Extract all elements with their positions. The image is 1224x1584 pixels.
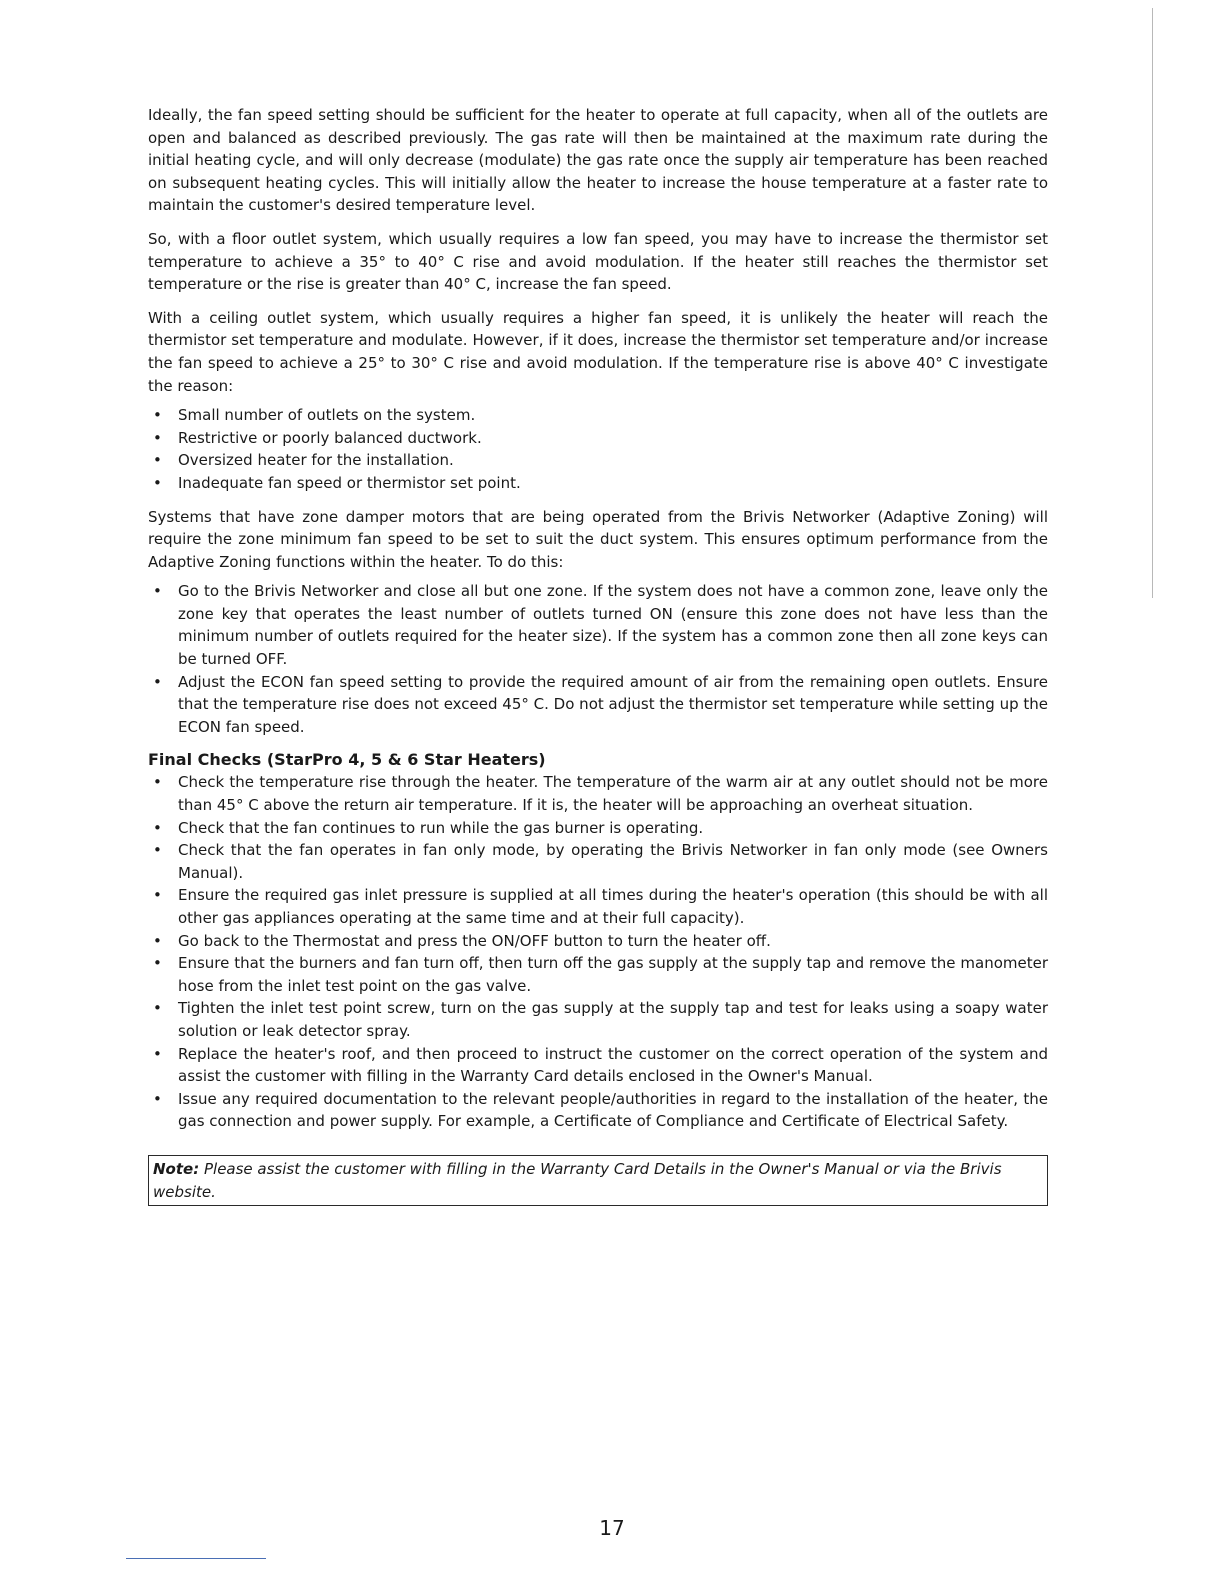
list-item: • Check that the fan operates in fan only mode, by operating the Brivis Networker in fan only mode (see Owners Manual). bbox=[148, 839, 1048, 884]
paragraph-ceiling-outlet: With a ceiling outlet system, which usually requires a higher fan speed, it is unlikely the heater will reach the thermistor set temperature and modulate. However, if it does, increase the thermistor set temperature and/or increase the fan speed to achieve a 25° to 30° C rise and avoid modulation. If the temperature rise is above 40° C investigate the reason: bbox=[148, 308, 1048, 395]
list-item: • Go to the Brivis Networker and close all but one zone. If the system does not have a common zone, leave only the zone key that operates the least number of outlets turned ON (ensure this zone does not have less than the minimum number of outlets required for the heater size). If the system has a common zone then all zone keys can be turned OFF. bbox=[148, 580, 1048, 670]
page-number: 17 bbox=[599, 1516, 625, 1540]
final-checks-list bbox=[148, 771, 1048, 1133]
list-item: • Issue any required documentation to the relevant people/authorities in regard to the installation of the heater, the gas connection and power supply. For example, a Certificate of Compliance and Certificate of Electrical Safety. bbox=[148, 1088, 1048, 1133]
list-item: • Adjust the ECON fan speed setting to provide the required amount of air from the remaining open outlets. Ensure that the temperature rise does not exceed 45° C. Do not adjust the thermistor set temperature while setting up the ECON fan speed. bbox=[148, 671, 1048, 739]
list-item: • Replace the heater's roof, and then proceed to instruct the customer on the correct operation of the system and assist the customer with filling in the Warranty Card details enclosed in the Owner's Manual. bbox=[148, 1043, 1048, 1088]
zoning-steps-list bbox=[148, 580, 1048, 738]
footer-rule bbox=[126, 1558, 266, 1559]
list-item: • Ensure the required gas inlet pressure is supplied at all times during the heater's operation (this should be with all other gas appliances operating at the same time and at their full capacity). bbox=[148, 884, 1048, 929]
list-item: • Ensure that the burners and fan turn off, then turn off the gas supply at the supply tap and remove the manometer hose from the inlet test point on the gas valve. bbox=[148, 952, 1048, 997]
scan-edge-line bbox=[1152, 8, 1153, 598]
list-item: • Check that the fan continues to run while the gas burner is operating. bbox=[148, 817, 1048, 840]
note-text: Please assist the customer with filling in the Warranty Card Details in the Owner's Manual or via the Brivis website. bbox=[153, 1159, 1002, 1201]
page-content bbox=[148, 104, 1048, 1206]
list-item: • Inadequate fan speed or thermistor set point. bbox=[148, 472, 1048, 495]
note-box bbox=[148, 1155, 1048, 1206]
paragraph-fan-speed-ideal: Ideally, the fan speed setting should be sufficient for the heater to operate at full capacity, when all of the outlets are open and balanced as described previously. The gas rate will then be maintained at the maximum rate during the initial heating cycle, and will only decrease (modulate) the gas rate once the supply air temperature has been reached on subsequent heating cycles. This will initially allow the heater to increase the house temperature at a faster rate to maintain the customer's desired temperature level. bbox=[148, 106, 1048, 215]
list-item: • Small number of outlets on the system. bbox=[148, 404, 1048, 427]
paragraph-zone-dampers: Systems that have zone damper motors that are being operated from the Brivis Networker (Adaptive Zoning) will require the zone minimum fan speed to be set to suit the duct system. This ensures optimum performance from the Adaptive Zoning functions within the heater. To do this: bbox=[148, 507, 1048, 571]
note-label: Note: bbox=[153, 1159, 200, 1178]
list-item: • Go back to the Thermostat and press the ON/OFF button to turn the heater off. bbox=[148, 930, 1048, 953]
list-item: • Check the temperature rise through the heater. The temperature of the warm air at any outlet should not be more than 45° C above the return air temperature. If it is, the heater will be approaching an overheat situation. bbox=[148, 771, 1048, 816]
reasons-list bbox=[148, 404, 1048, 494]
paragraph-floor-outlet: So, with a floor outlet system, which usually requires a low fan speed, you may have to increase the thermistor set temperature to achieve a 35° to 40° C rise and avoid modulation. If the heater still reaches the thermistor set temperature or the rise is greater than 40° C, increase the fan speed. bbox=[148, 229, 1048, 294]
list-item: • Tighten the inlet test point screw, turn on the gas supply at the supply tap and test for leaks using a soapy water solution or leak detector spray. bbox=[148, 997, 1048, 1042]
list-item: • Restrictive or poorly balanced ductwork. bbox=[148, 427, 1048, 450]
section-heading-final-checks: Final Checks (StarPro 4, 5 & 6 Star Heaters) bbox=[148, 750, 546, 770]
list-item: • Oversized heater for the installation. bbox=[148, 449, 1048, 472]
